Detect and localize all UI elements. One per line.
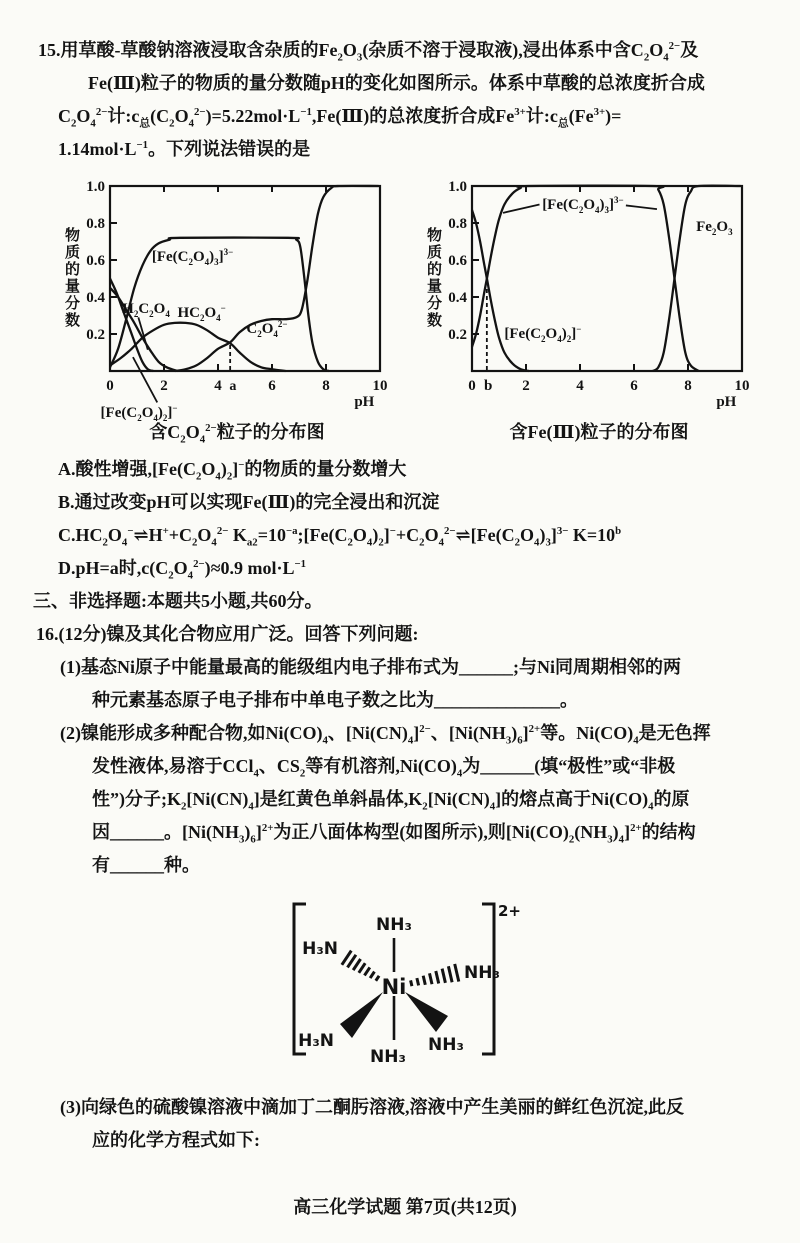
y-tick-label: 0.2 [448,327,467,343]
x-tick-label: 10 [372,378,388,394]
curve-label: $C_2O_4^{2-}$ [246,319,288,340]
q15-line-2: Fe(Ⅲ)粒子的物质的量分数随pH的变化如图所示。体系中草酸的总浓度折合成 [88,73,705,93]
x-tick-label: 6 [268,378,276,394]
y-tick-label: 0.8 [448,216,467,232]
ni-complex-structure [276,892,528,1074]
iron-species-chart [414,174,758,449]
q15-line-4: $1.14mol\cdot L^{-1}$。下列说法错误的是 [58,139,311,159]
q16-part2-line-3: 性”)分子$;K_2[Ni(CN)_4]$是红黄色单斜晶体$,K_2[Ni(CN)_4]$的熔点高于$Ni(CO)_4$的原 [92,789,690,813]
ni-center-atom: Ni [381,975,407,999]
q16-header: 16.(12分)镍及其化合物应用广泛。回答下列问题: [36,624,419,644]
iron-chart-caption: 含Fe(Ⅲ)粒子的分布图 [509,422,689,442]
x-tick-label: 4 [214,378,222,394]
x-tick-label: 6 [630,378,638,394]
y-axis-label: 物质的量分数 [425,227,441,329]
ligand-bottom: NH₃ [370,1047,406,1067]
y-tick-label: 1.0 [448,179,467,195]
q16-part1-line-2: 种元素基态原子电子排布中单电子数之比为______________。 [92,690,578,710]
curve-label: $[Fe(C_2O_4)_2]^-$ [100,402,178,423]
ligand-right: NH₃ [464,963,500,983]
y-tick-label: 0.8 [86,216,105,232]
curve-label: $[Fe(C_2O_4)_3]^{3-}$ [542,194,624,215]
y-tick-label: 1.0 [86,179,105,195]
complex-charge: 2+ [498,902,522,920]
x-tick-label: 4 [576,378,584,394]
ligand-upper-left: H₃N [302,939,338,959]
x-tick-label: 8 [322,378,330,394]
series-[Fe(C2O4)2]- [472,210,529,371]
q16-part1-line-1: (1)基态Ni原子中能量最高的能级组内电子排布式为______;与Ni同周期相邻的两 [60,657,681,677]
oxalate-species-chart [52,174,396,449]
series-[Fe(C2O4)2]- [110,279,153,372]
curve-label: $HC_2O_4^-$ [177,302,226,323]
q16-part2-line-4: 因______。$[Ni(NH_3)_6]^{2+}$为正八面体构型(如图所示),则$[Ni(CO)_2(NH_3)_4]^{2+}$的结构 [92,822,696,846]
y-tick-label: 0.6 [448,253,467,269]
series-C2O4(2-) [175,186,379,371]
q15-line-3: $C_2O_4^{2-}$计$:c_总(C_2O_4^{2-})=5.22mol\cdot L^{-1},Fe(Ⅲ)$的总浓度折合成$Fe^{3+}$计$:c_总(Fe^{3+})=$ [58,106,622,130]
section-3-header: 三、非选择题:本题共5小题,共60分。 [33,591,323,611]
option-a: A.酸性增强$,[Fe(C_2O_4)_2]^-$的物质的量分数增大 [58,459,407,483]
q16-part2-line-5: 有______种。 [92,855,200,875]
y-tick-label: 0.4 [448,290,467,306]
page-footer: 高三化学试题 第7页(共12页) [293,1197,517,1217]
question-16 [38,618,772,1157]
x-tick-label: 0 [106,378,114,394]
curve-label: $H_2C_2O_4$ [122,301,170,320]
x-axis-label: pH [716,394,737,410]
x-tick-label: b [484,378,493,394]
distribution-charts [52,174,772,449]
y-tick-label: 0.4 [86,290,105,306]
x-tick-label: a [229,379,237,394]
ni-complex-figure [276,892,528,1085]
option-d: D.pH=a时$,c(C_2O_4^{2-})\approx 0.9$ $mol\cdot L^{-1}$ [58,558,307,582]
q16-part2-line-1: (2)镍能形成多种配合物,如$Ni(CO)_4$、$[Ni(CN)_4]^{2-}$、$[Ni(NH_3)_6]^{2+}$等。$Ni(CO)_4$是无色挥 [60,723,711,747]
x-tick-label: 10 [734,378,750,394]
curve-label: $[Fe(C_2O_4)_2]^-$ [504,324,582,344]
ligand-lower-right: NH₃ [428,1035,464,1055]
x-tick-label: 8 [684,378,692,394]
y-tick-label: 0.2 [86,327,105,343]
wedge-bond-lower-right [405,992,448,1032]
option-c: $C.HC_2O_4^-\rightleftharpoons H^++C_2O_4^{2-}$ $K_{a2}=10^{-a};[Fe(C_2O_4)_2]^-+C_2O_4^{2-}\rightleftharpoons[Fe(C_2O_4)_3]^{3-}$ $K=10^b$ [58,525,622,549]
q16-part3-line-1: (3)向绿色的硫酸镍溶液中滴加丁二酮肟溶液,溶液中产生美丽的鲜红色沉淀,此反 [60,1097,684,1117]
curve-label: $Fe_2O_3$ [696,218,733,237]
curve-label: $[Fe(C_2O_4)_3]^{3-}$ [151,247,234,268]
oxalate-chart-plot [74,174,394,424]
x-tick-label: 2 [522,378,530,394]
x-tick-label: 0 [468,378,476,394]
q16-part3-line-2: 应的化学方程式如下: [92,1130,260,1150]
y-axis-label: 物质的量分数 [63,227,79,329]
question-15 [38,34,772,585]
ligand-lower-left: H₃N [298,1031,334,1051]
ligand-top: NH₃ [376,915,412,935]
wedge-bond-lower-left [340,992,383,1038]
oxalate-chart-caption: 含$C_2O_4^{2-}$粒子的分布图 [149,422,325,446]
q15-line-1: 15.用草酸-草酸钠溶液浸取含杂质的$Fe_2O_3$(杂质不溶于浸取液),浸出体系中含$C_2O_4^{2-}$及 [38,40,699,64]
option-b: B.通过改变pH可以实现Fe(Ⅲ)的完全浸出和沉淀 [58,492,440,512]
y-tick-label: 0.6 [86,253,105,269]
q16-part2-line-2: 发性液体,易溶于CCl$_4$、$CS_2$等有机溶剂$,Ni(CO)_4$为______(填“极性”或“非极 [92,756,676,780]
x-axis-label: pH [354,394,375,410]
x-tick-label: 2 [160,378,168,394]
